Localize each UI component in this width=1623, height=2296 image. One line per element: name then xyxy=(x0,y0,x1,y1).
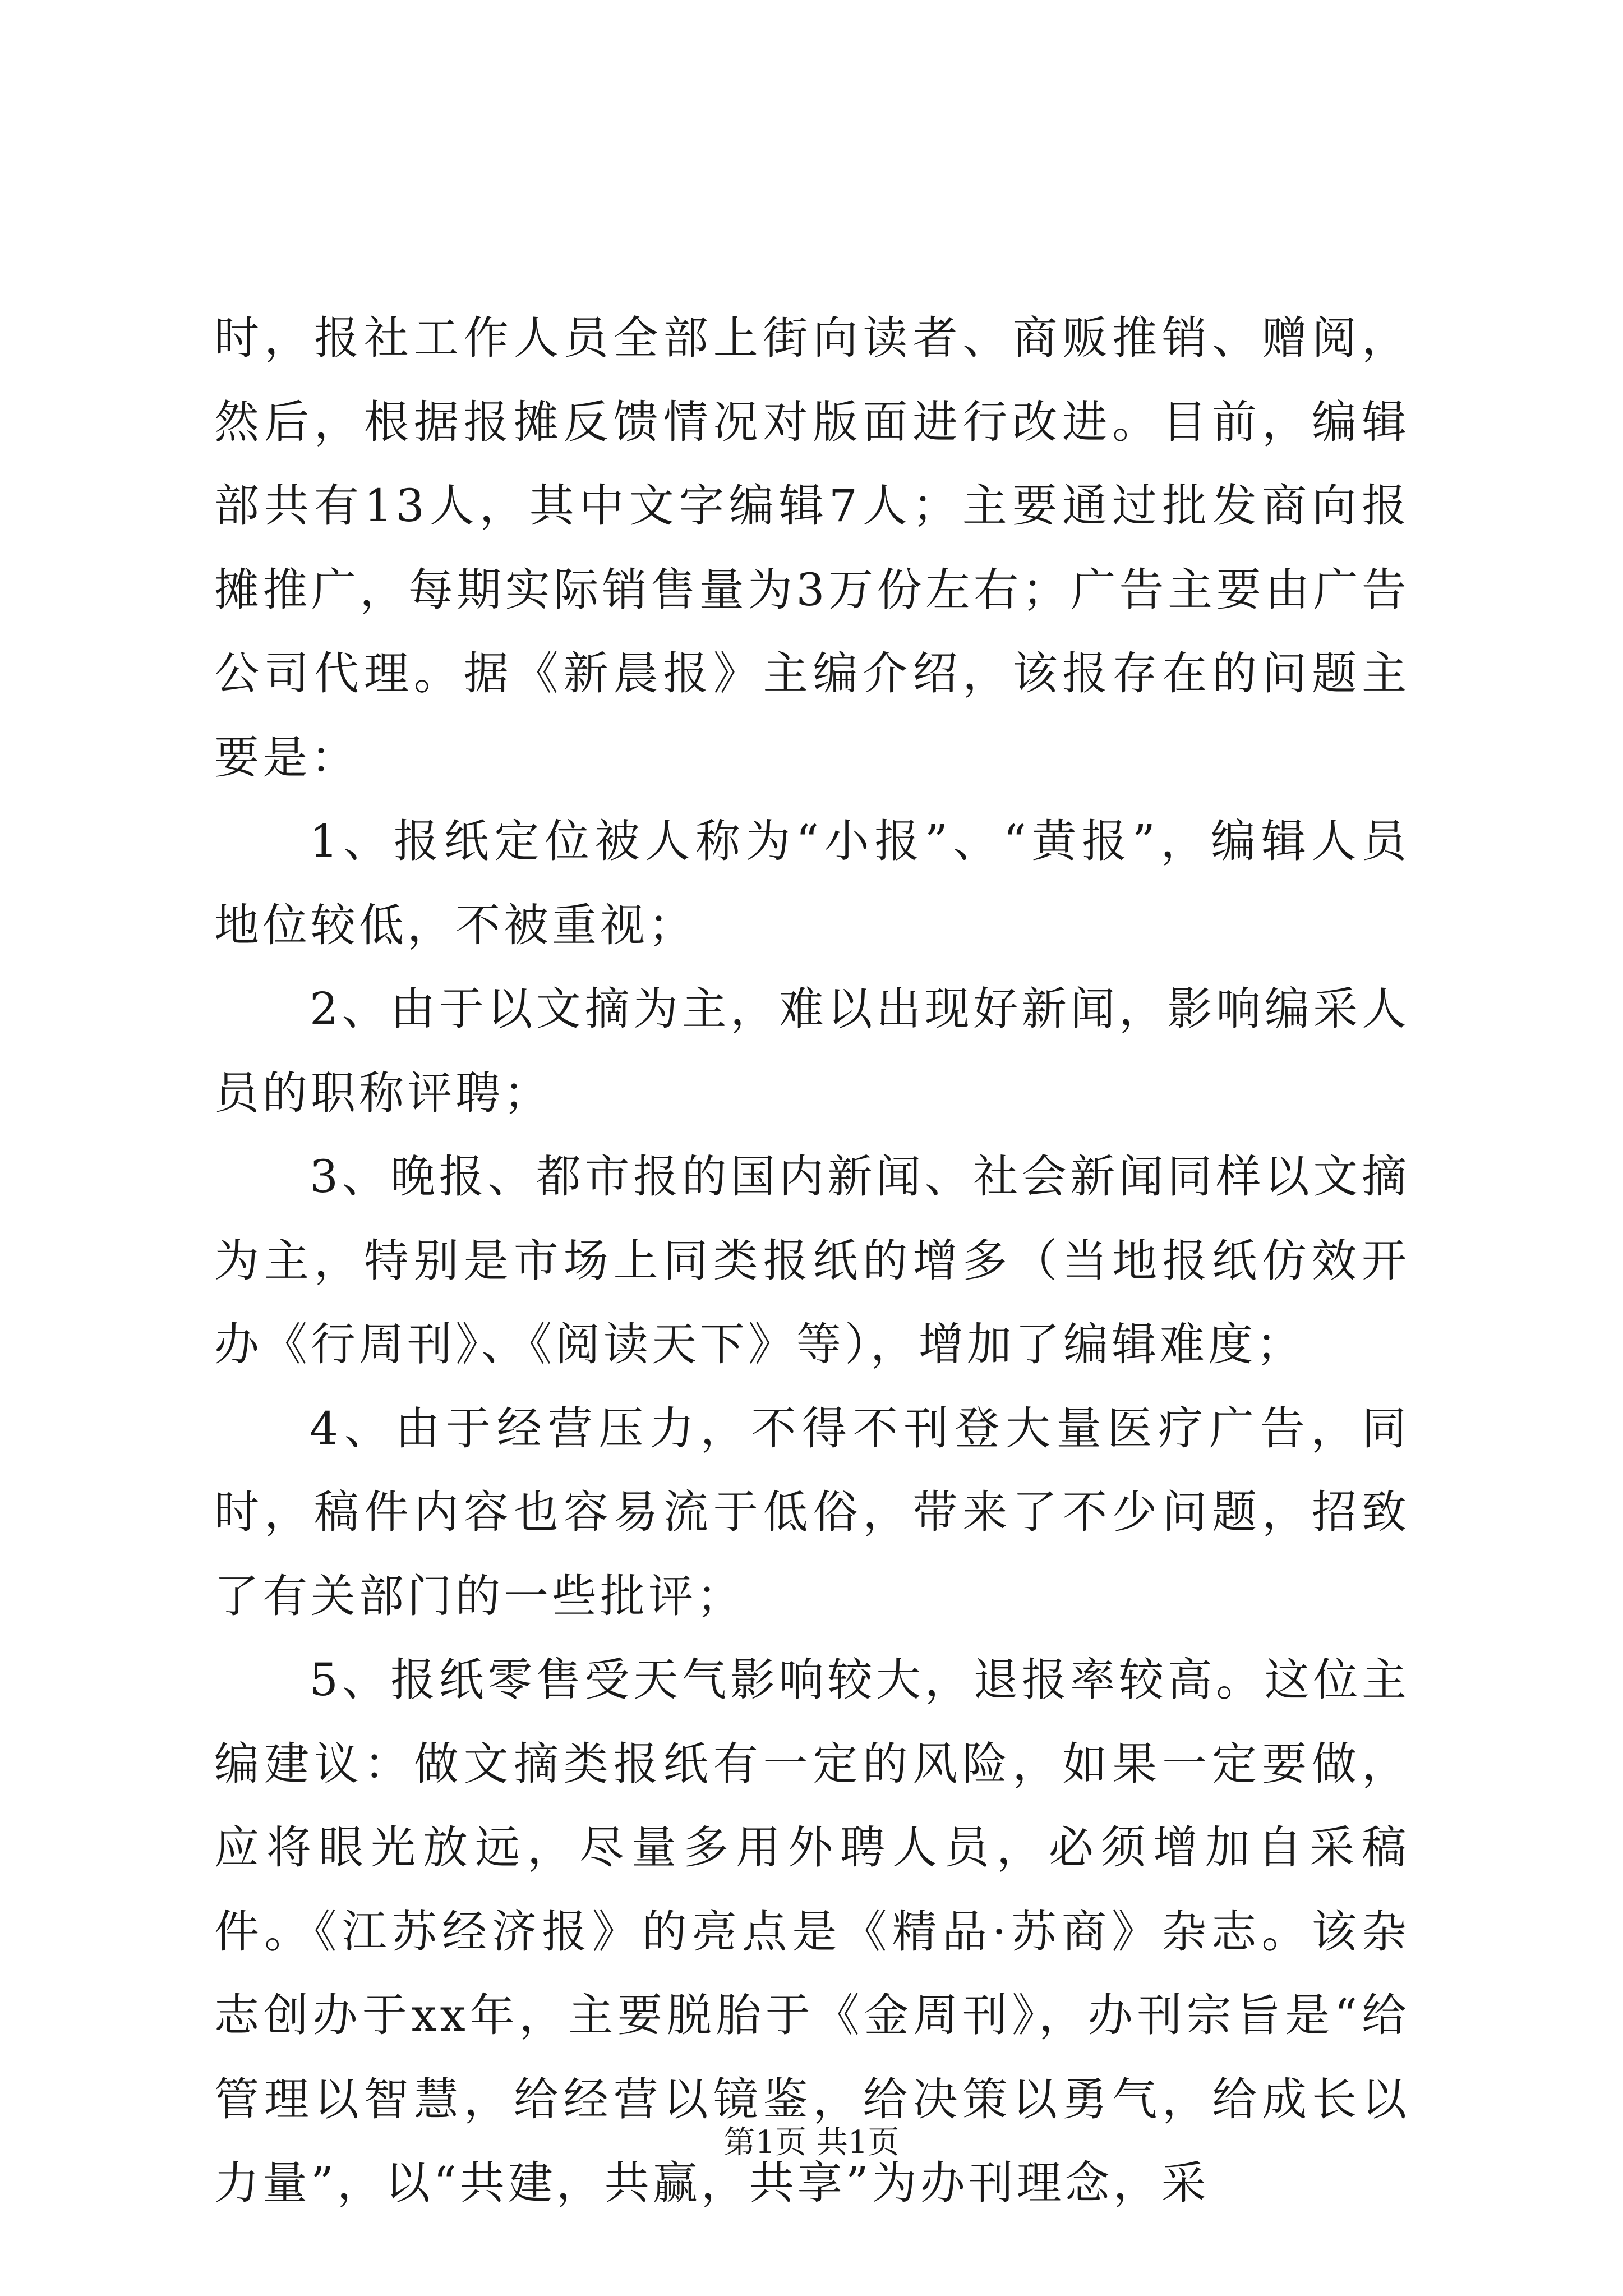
paragraph-item-4: 4、由于经营压力，不得不刊登大量医疗广告，同时，稿件内容也容易流于低俗，带来了不少问题，招致了有关部门的一些批评； xyxy=(214,1402,1410,1622)
paragraph-continuation: 时，报社工作人员全部上街向读者、商贩推销、赠阅，然后，根据报摊反馈情况对版面进行改进。目前，编辑部共有13人，其中文字编辑7人；主要通过批发商向报摊推广，每期实际销售量为3万份左右；广告主要由广告公司代理。据《新晨报》主编介绍，该报存在的问题主要是： xyxy=(214,312,1410,784)
paragraph-item-2: 2、由于以文摘为主，难以出现好新闻，影响编采人员的职称评聘； xyxy=(214,983,1410,1119)
document-body xyxy=(214,296,1410,2225)
paragraph-item-3: 3、晚报、都市报的国内新闻、社会新闻同样以文摘为主，特别是市场上同类报纸的增多（当地报纸仿效开办《行周刊》、《阅读天下》等），增加了编辑难度； xyxy=(214,1151,1410,1370)
paragraph-item-5: 5、报纸零售受天气影响较大，退报率较高。这位主编建议：做文摘类报纸有一定的风险，如果一定要做，应将眼光放远，尽量多用外聘人员，必须增加自采稿件。《江苏经济报》的亮点是《精品·苏商》杂志。该杂志创办于xx年，主要脱胎于《金周刊》，办刊宗旨是“给管理以智慧，给经营以镜鉴，给决策以勇气，给成长以力量”，以“共建，共赢，共享”为办刊理念，采 xyxy=(214,1654,1410,2209)
paragraph-item-1: 1、报纸定位被人称为“小报”、“黄报”，编辑人员地位较低，不被重视； xyxy=(214,815,1410,951)
page-footer: 第1页 共1页 xyxy=(723,2124,900,2161)
